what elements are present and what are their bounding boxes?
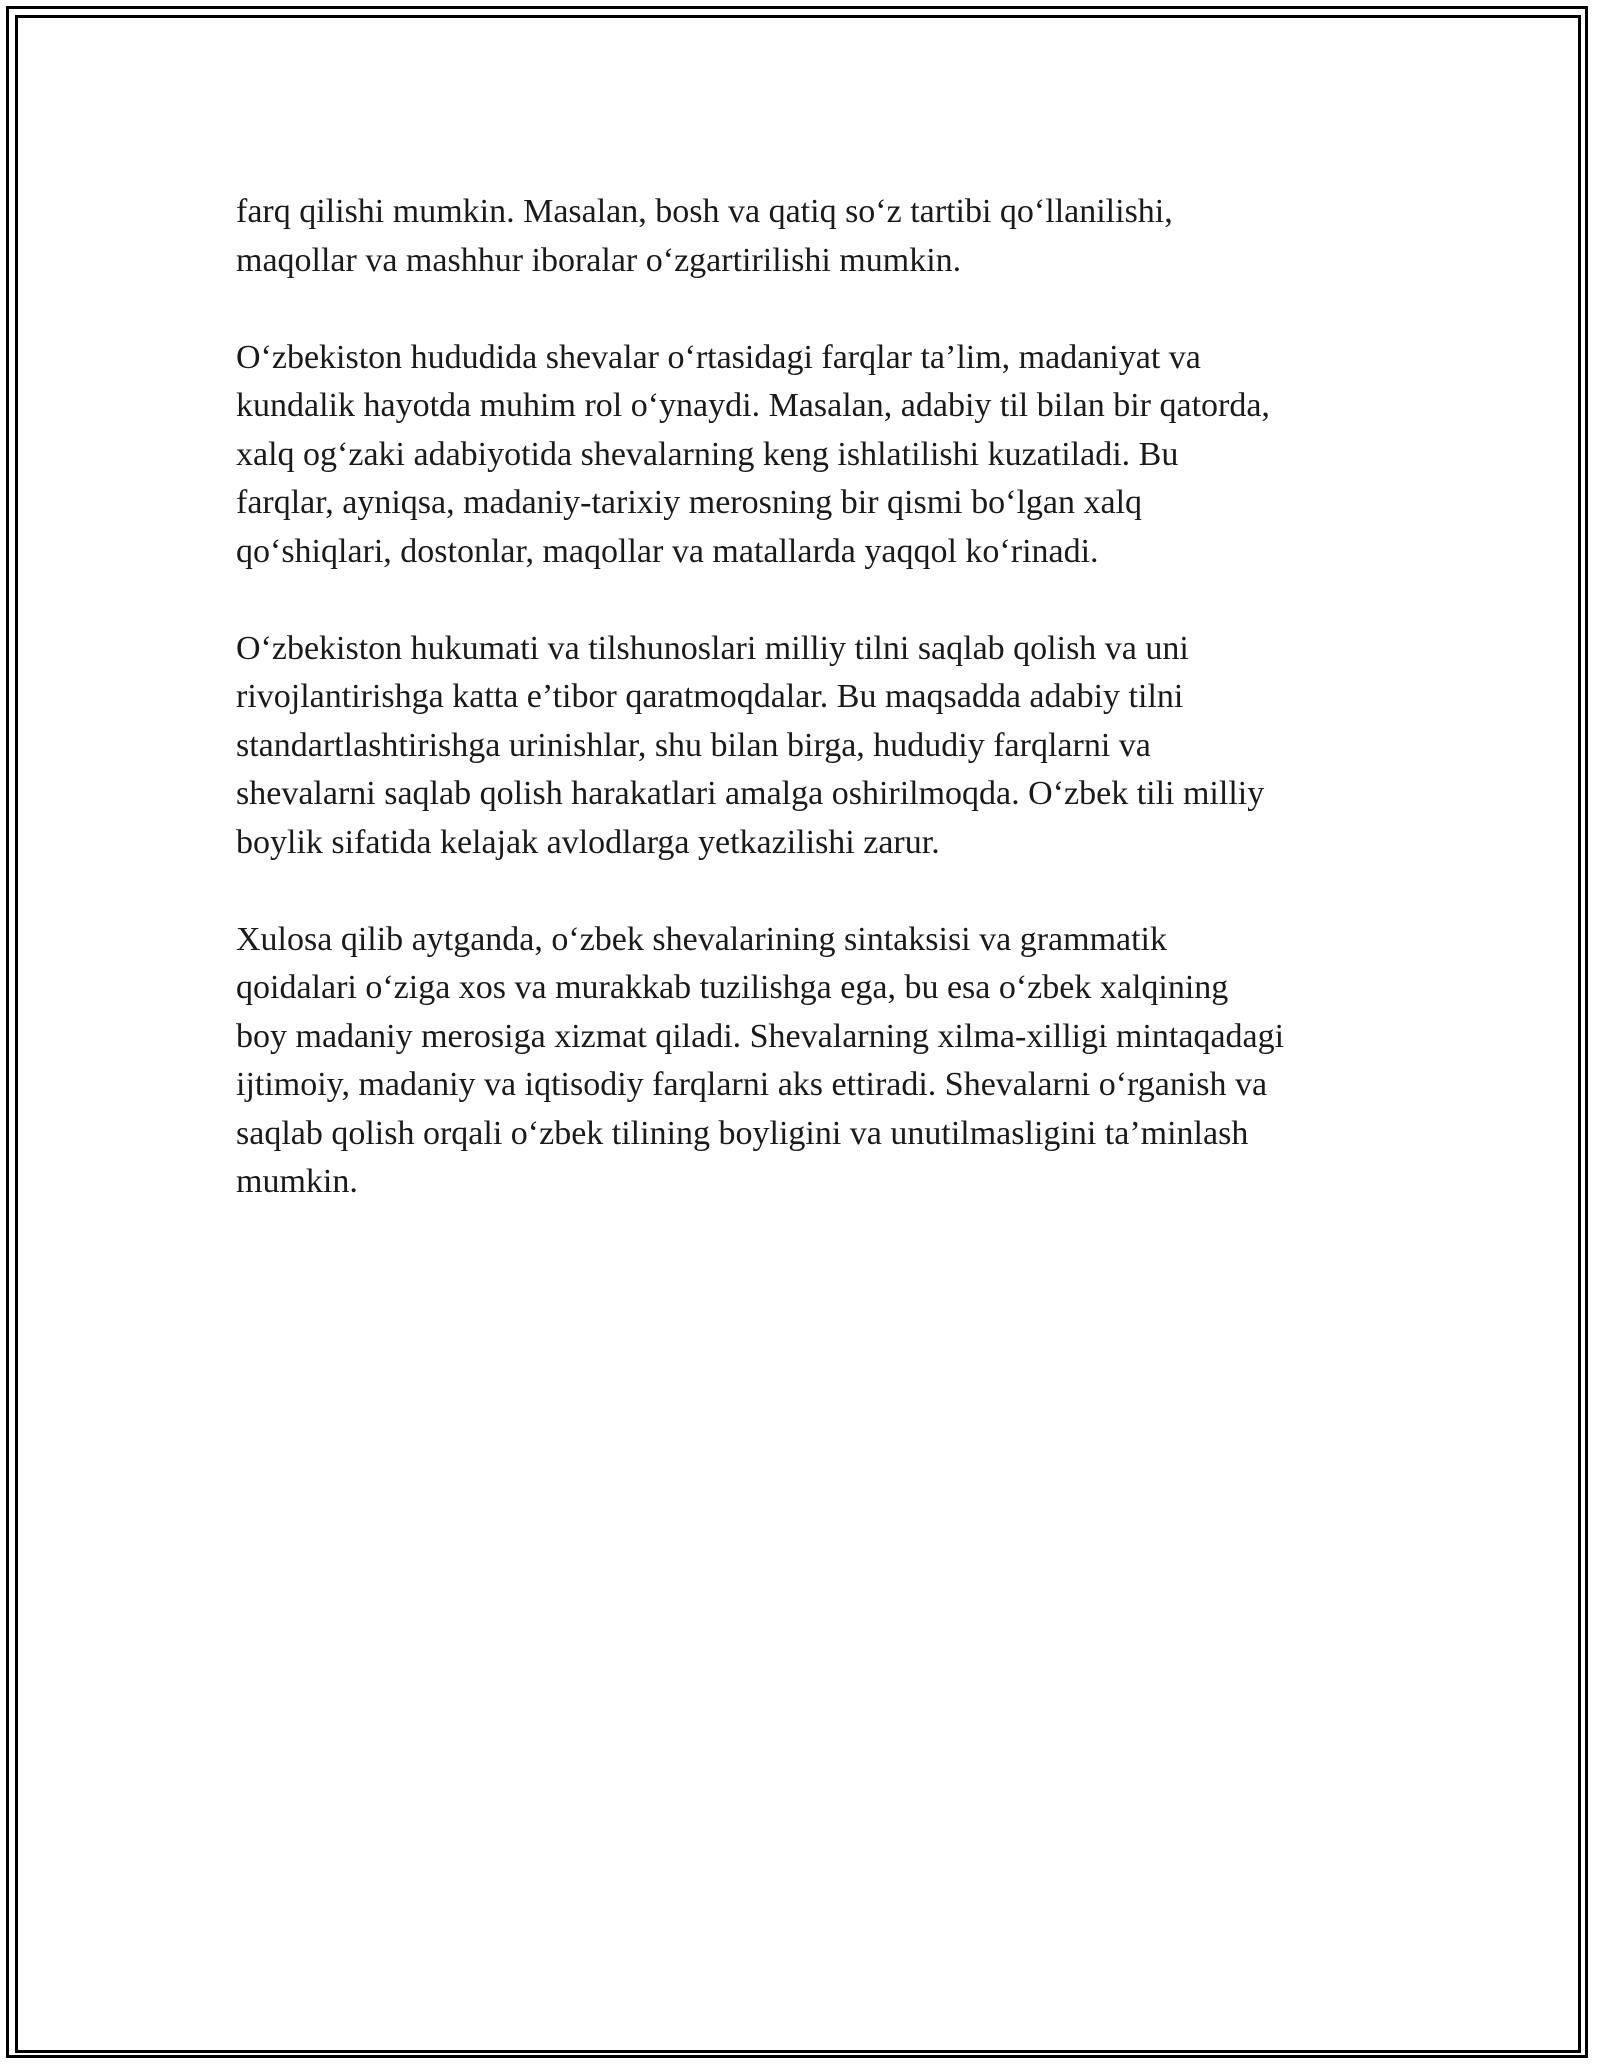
paragraph-4: Xulosa qilib aytganda, o‘zbek shevalarining sintaksisi va grammatik qoidalari o‘ziga xos va murakkab tuzilishga ega, bu esa o‘zbek xalqining boy madaniy merosiga xizmat qiladi. Shevalarning xilma-xilligi mintaqadagi ijtimoiy, madaniy va iqtisodiy farqlarni aks ettiradi. Shevalarni o‘rganish va saqlab qolish orqali o‘zbek tilining boyligini va unutilmasligini ta’minlash mumkin. (236, 920, 1285, 1200)
paragraph-3: O‘zbekiston hukumati va tilshunoslari milliy tilni saqlab qolish va uni rivojlantirishga katta e’tibor qaratmoqdalar. Bu maqsadda adabiy tilni standartlashtirishga urinishlar, shu bilan birga, hududiy farqlarni va shevalarni saqlab qolish harakatlari amalga oshirilmoqda. O‘zbek tili milliy boylik sifatida kelajak avlodlarga yetkazilishi zarur. (236, 629, 1265, 861)
paragraph-1: farq qilishi mumkin. Masalan, bosh va qatiq so‘z tartibi qo‘llanilishi, maqollar va mashhur iboralar o‘zgartirilishi mumkin. (236, 193, 1173, 279)
paragraph-2: O‘zbekiston hududida shevalar o‘rtasidagi farqlar ta’lim, madaniyat va kundalik hayotda muhim rol o‘ynaydi. Masalan, adabiy til bilan bir qatorda, xalq og‘zaki adabiyotida shevalarning keng ishlatilishi kuzatiladi. Bu farqlar, ayniqsa, madaniy-tarixiy merosning bir qismi bo‘lgan xalq qo‘shiqlari, dostonlar, maqollar va matallarda yaqqol ko‘rinadi. (236, 338, 1270, 570)
document-body (236, 188, 1376, 1255)
